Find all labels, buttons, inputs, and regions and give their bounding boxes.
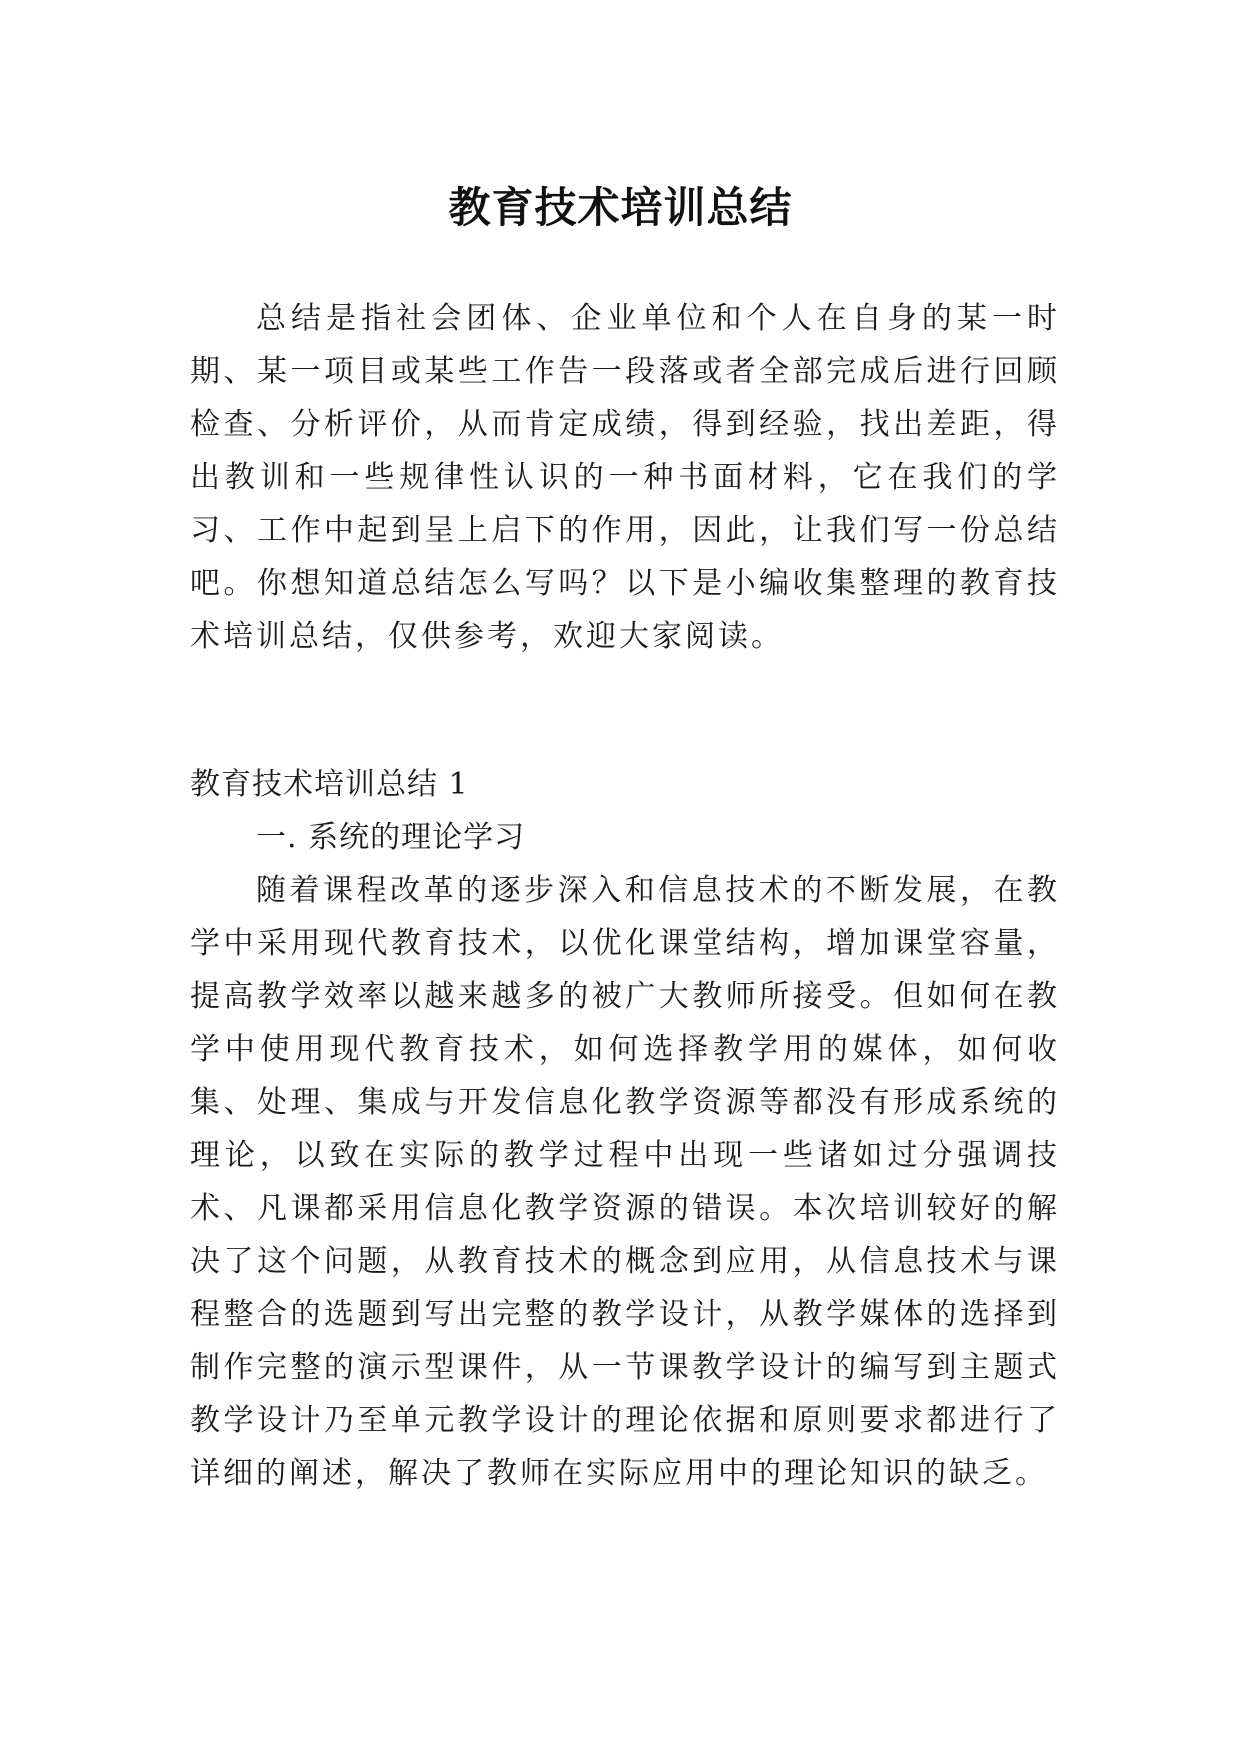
sub-heading: 一. 系统的理论学习 <box>256 820 526 855</box>
section-heading: 教育技术培训总结 1 <box>190 767 469 802</box>
body-paragraph: 随着课程改革的逐步深入和信息技术的不断发展，在教学中采用现代教育技术，以优化课堂结构，增加课堂容量，提高教学效率以越来越多的被广大教师所接受。但如何在教学中使用现代教育技术，如何选择教学用的媒体，如何收集、处理、集成与开发信息化教学资源等都没有形成系统的理论，以致在实际的教学过程中出现一些诸如过分强调技术、凡课都采用信息化教学资源的错误。本次培训较好的解决了这个问题，从教育技术的概念到应用，从信息技术与课程整合的选题到写出完整的教学设计，从教学媒体的选择到制作完整的演示型课件，从一节课教学设计的编写到主题式教学设计乃至单元教学设计的理论依据和原则要求都进行了详细的阐述，解决了教师在实际应用中的理论知识的缺乏。 <box>190 873 1060 1491</box>
document-title: 教育技术培训总结 <box>448 183 793 233</box>
intro-paragraph: 总结是指社会团体、企业单位和个人在自身的某一时期、某一项目或某些工作告一段落或者全部完成后进行回顾检查、分析评价，从而肯定成绩，得到经验，找出差距，得出教训和一些规律性认识的一种书面材料，它在我们的学习、工作中起到呈上启下的作用，因此，让我们写一份总结吧。你想知道总结怎么写吗？以下是小编收集整理的教育技术培训总结，仅供参考，欢迎大家阅读。 <box>190 301 1060 654</box>
